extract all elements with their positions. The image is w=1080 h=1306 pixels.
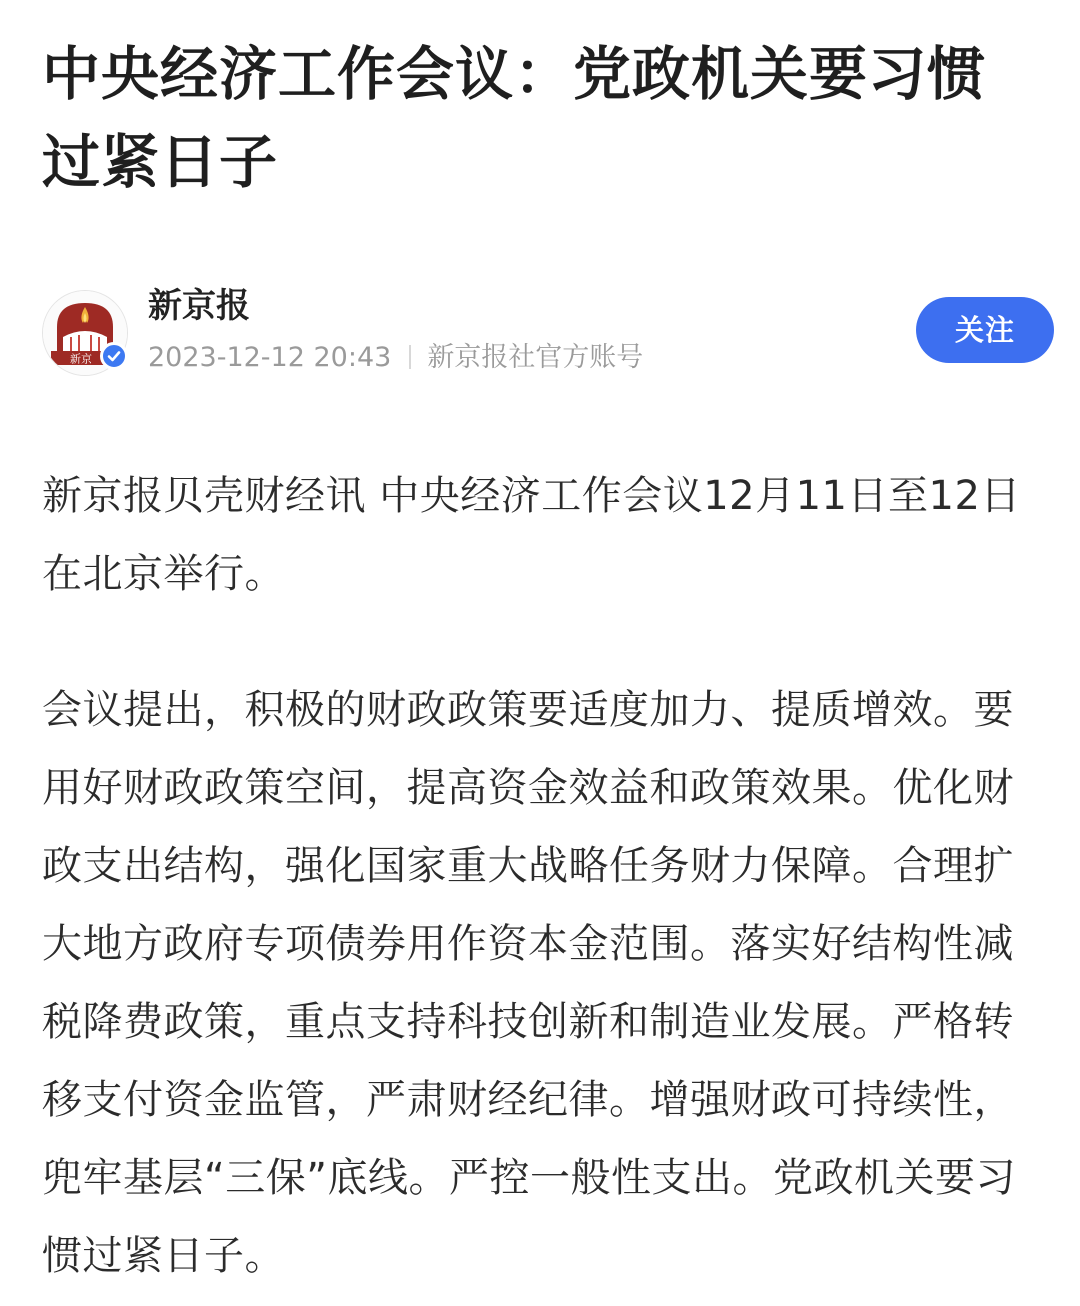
body-paragraph: 新京报贝壳财经讯 中央经济工作会议12月11日至12日在北京举行。 — [42, 473, 1021, 597]
account-type: 新京报社官方账号 — [427, 342, 644, 373]
publish-datetime: 2023-12-12 20:43 — [148, 342, 392, 373]
article-body — [42, 457, 1054, 1295]
verified-check-icon — [100, 342, 128, 370]
article-title: 中央经济工作会议：党政机关要习惯过紧日子 — [42, 40, 987, 196]
avatar-logo-text: 新京 — [70, 352, 92, 366]
body-paragraph: 会议提出，积极的财政政策要适度加力、提质增效。要用好财政政策空间，提高资金效益和政策效果。优化财政支出结构，强化国家重大战略任务财力保障。合理扩大地方政府专项债券用作资本金范围。落实好结构性减税降费政策，重点支持科技创新和制造业发展。严格转移支付资金监管，严肃财经纪律。增强财政可持续性，兜牢基层“三保”底线。严控一般性支出。党政机关要习惯过紧日子。 — [42, 687, 1016, 1279]
author-meta — [148, 340, 643, 376]
author-block — [42, 284, 1058, 384]
follow-button[interactable]: 关注 — [916, 297, 1054, 363]
meta-divider — [409, 345, 411, 369]
author-name[interactable]: 新京报 — [148, 286, 250, 326]
